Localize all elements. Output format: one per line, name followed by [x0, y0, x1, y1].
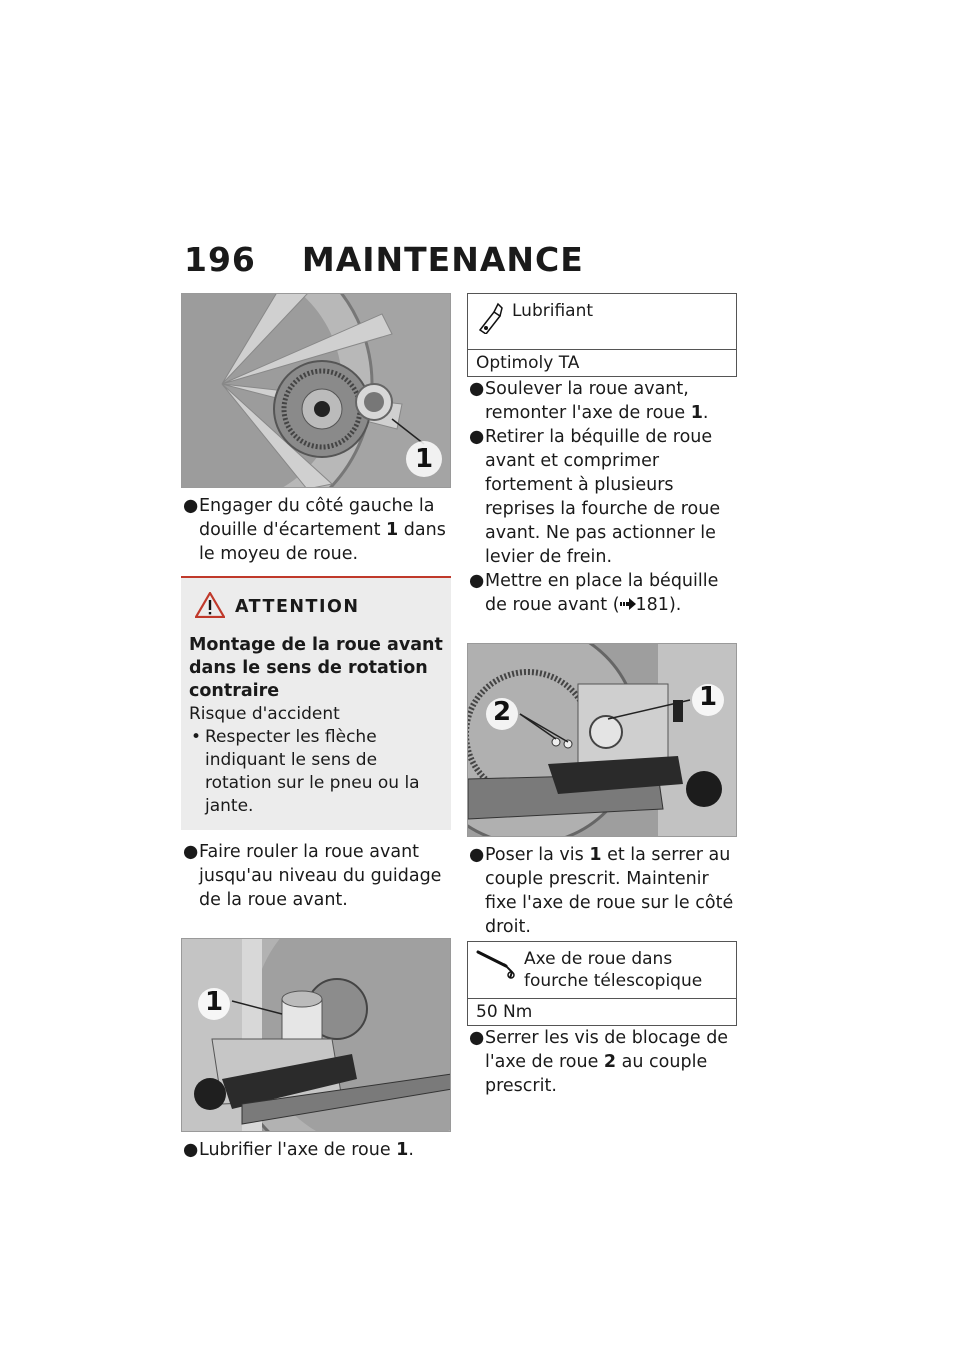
photo-callout-2: 2	[493, 697, 512, 727]
spec-table-lubricant	[467, 293, 737, 377]
warning-triangle-icon	[195, 592, 225, 622]
warning-box	[181, 576, 451, 830]
instruction-step: ● Faire rouler la roue avant jusqu'au niveau du guidage de la roue avant.	[183, 842, 442, 910]
reference-number: 1	[396, 1140, 409, 1160]
spec-label: Axe de roue dans fourche télescopique	[524, 949, 703, 991]
spec-value: 50 Nm	[476, 1002, 533, 1022]
page-header	[184, 240, 584, 279]
instruction-step: ● Mettre en place la béquille de roue avant ( 181).	[469, 571, 719, 615]
spec-label: Lubrifiant	[512, 301, 594, 321]
bullet-icon: ●	[469, 379, 485, 399]
section-title: MAINTENANCE	[301, 240, 584, 279]
spec-value: Optimoly TA	[476, 353, 580, 373]
bullet-icon: ●	[183, 842, 199, 862]
warning-list-item: • Respecter les flèche indiquant le sens de rotation sur le pneu ou la jante.	[191, 727, 420, 816]
photo-spacer-sleeve	[181, 293, 451, 488]
bullet-icon: ●	[469, 571, 485, 591]
reference-number: 1	[690, 403, 703, 423]
right-column	[467, 293, 737, 1098]
bullet-icon: •	[191, 727, 202, 747]
bullet-icon: ●	[183, 1140, 199, 1160]
photo-callout-1: 1	[699, 682, 718, 712]
instruction-step: ● Lubrifier l'axe de roue 1.	[183, 1140, 414, 1160]
lubricant-icon	[476, 298, 504, 338]
bullet-icon: ●	[469, 1028, 485, 1048]
instruction-step: ● Retirer la béquille de roue avant et comprimer fortement à plusieurs reprises la fourche de roue avant. Ne pas actionner le levier de frein.	[469, 427, 721, 567]
bullet-icon: ●	[469, 845, 485, 865]
torque-wrench-icon	[476, 946, 516, 986]
photo-callout-1: 1	[415, 444, 434, 474]
instruction-step: ● Serrer les vis de blocage de l'axe de roue 2 au couple prescrit.	[469, 1028, 729, 1096]
reference-number: 1	[589, 845, 602, 865]
page-reference: 181	[635, 595, 669, 615]
page-number: 196	[184, 240, 256, 279]
reference-number: 1	[386, 520, 399, 540]
bullet-icon: ●	[183, 496, 199, 516]
bullet-icon: ●	[469, 427, 485, 447]
photo-wheel-axle	[181, 938, 451, 1132]
spec-table-torque	[467, 941, 737, 1026]
warning-title: ATTENTION	[235, 597, 360, 617]
page-reference-arrow-icon	[620, 593, 636, 617]
warning-risk: Risque d'accident	[189, 704, 340, 724]
instruction-step: ● Poser la vis 1 et la serrer au couple prescrit. Maintenir fixe l'axe de roue sur le côté droit.	[469, 845, 734, 937]
instruction-step: ● Soulever la roue avant, remonter l'axe de roue 1.	[469, 379, 709, 423]
instruction-step: ● Engager du côté gauche la douille d'écartement 1 dans le moyeu de roue.	[183, 496, 446, 564]
photo-callout-1: 1	[205, 987, 224, 1017]
warning-heading: Montage de la roue avant dans le sens de rotation contraire	[189, 635, 443, 701]
reference-number: 2	[603, 1052, 617, 1072]
left-column	[181, 293, 451, 1162]
photo-clamp-screws	[467, 643, 737, 837]
